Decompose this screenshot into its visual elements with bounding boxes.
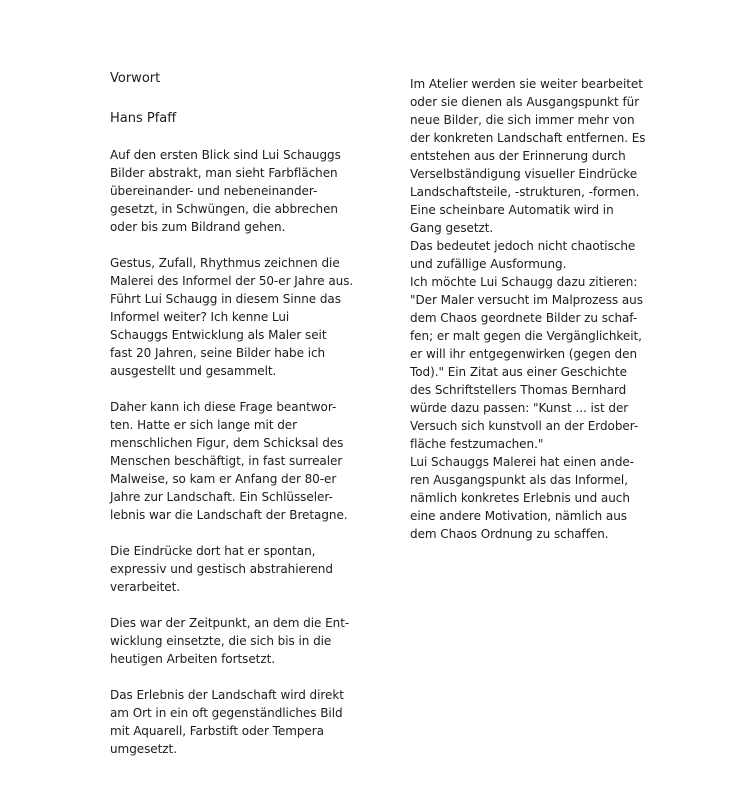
paragraph-1 — [110, 146, 390, 236]
text-line: lebnis war die Landschaft der Bretagne. — [110, 508, 348, 522]
text-line: menschlichen Figur, dem Schicksal des — [110, 436, 344, 450]
text-line: Menschen beschäftigt, in fast surrealer — [110, 454, 343, 468]
text-line: Das bedeutet jedoch nicht chaotische — [410, 239, 636, 253]
text-line: des Schriftstellers Thomas Bernhard — [410, 383, 627, 397]
text-line: Verselbständigung visueller Eindrücke — [410, 167, 638, 181]
text-line: fast 20 Jahren, seine Bilder habe ich — [110, 346, 326, 360]
text-line: dem Chaos geordnete Bilder zu schaf- — [410, 311, 638, 325]
text-line: Im Atelier werden sie weiter bearbeitet — [410, 77, 643, 91]
text-line: oder bis zum Bildrand gehen. — [110, 220, 286, 234]
text-line: Dies war der Zeitpunkt, an dem die Ent- — [110, 616, 350, 630]
text-line: Ich möchte Lui Schaugg dazu zitieren: — [410, 275, 638, 289]
text-line: entstehen aus der Erinnerung durch — [410, 149, 626, 163]
text-line: eine andere Motivation, nämlich aus — [410, 509, 627, 523]
text-line: gesetzt, in Schwüngen, die abbrechen — [110, 202, 338, 216]
text-line: und zufällige Ausformung. — [410, 257, 567, 271]
text-line: Landschaftsteile, -strukturen, -formen. — [410, 185, 640, 199]
text-line: er will ihr entgegenwirken (gegen den — [410, 347, 638, 361]
text-line: Lui Schauggs Malerei hat einen ande- — [410, 455, 635, 469]
text-line: mit Aquarell, Farbstift oder Tempera — [110, 724, 324, 738]
text-line: übereinander- und nebeneinander- — [110, 184, 318, 198]
text-line: würde dazu passen: "Kunst ... ist der — [410, 401, 629, 415]
text-line: umgesetzt. — [110, 742, 177, 756]
text-line: Jahre zur Landschaft. Ein Schlüsseler- — [110, 490, 333, 504]
right-column-text — [410, 75, 685, 543]
text-line: Bilder abstrakt, man sieht Farbflächen — [110, 166, 338, 180]
text-line: Informel weiter? Ich kenne Lui — [110, 310, 290, 324]
text-line: Malweise, so kam er Anfang der 80-er — [110, 472, 337, 486]
text-line: ausgestellt und gesammelt. — [110, 364, 277, 378]
text-line: Malerei des Informel der 50-er Jahre aus. — [110, 274, 354, 288]
text-line: Auf den ersten Blick sind Lui Schauggs — [110, 148, 341, 162]
text-line: Führt Lui Schaugg in diesem Sinne das — [110, 292, 341, 306]
text-line: Das Erlebnis der Landschaft wird direkt — [110, 688, 344, 702]
paragraph-6 — [110, 686, 390, 758]
section-title: Vorwort — [110, 71, 161, 86]
paragraph-2 — [110, 254, 390, 380]
text-line: Gestus, Zufall, Rhythmus zeichnen die — [110, 256, 340, 270]
text-line: Daher kann ich diese Frage beantwor- — [110, 400, 337, 414]
text-line: fen; er malt gegen die Vergänglichkeit, — [410, 329, 642, 343]
paragraph-3 — [110, 398, 390, 524]
text-line: heutigen Arbeiten fortsetzt. — [110, 652, 276, 666]
text-line: ren Ausgangspunkt als das Informel, — [410, 473, 628, 487]
text-line: Gang gesetzt. — [410, 221, 494, 235]
text-line: ten. Hatte er sich lange mit der — [110, 418, 298, 432]
left-column — [110, 70, 390, 758]
text-line: fläche festzumachen." — [410, 437, 544, 451]
text-line: Tod)." Ein Zitat aus einer Geschichte — [410, 365, 627, 379]
text-line: Die Eindrücke dort hat er spontan, — [110, 544, 316, 558]
text-line: am Ort in ein oft gegenständliches Bild — [110, 706, 343, 720]
text-line: expressiv und gestisch abstrahierend — [110, 562, 333, 576]
text-line: "Der Maler versucht im Malprozess aus — [410, 293, 643, 307]
text-line: Eine scheinbare Automatik wird in — [410, 203, 614, 217]
text-line: verarbeitet. — [110, 580, 181, 594]
text-line: Versuch sich kunstvoll an der Erdober- — [410, 419, 639, 433]
text-line: oder sie dienen als Ausgangspunkt für — [410, 95, 640, 109]
text-line: neue Bilder, die sich immer mehr von — [410, 113, 635, 127]
text-line: der konkreten Landschaft entfernen. Es — [410, 131, 646, 145]
text-line: dem Chaos Ordnung zu schaffen. — [410, 527, 609, 541]
paragraph-5 — [110, 614, 390, 668]
text-line: Schauggs Entwicklung als Maler seit — [110, 328, 327, 342]
paragraph-4 — [110, 542, 390, 596]
text-line: nämlich konkretes Erlebnis und auch — [410, 491, 630, 505]
author-name: Hans Pfaff — [110, 111, 177, 126]
right-column — [410, 75, 685, 543]
text-line: wicklung einsetzte, die sich bis in die — [110, 634, 332, 648]
